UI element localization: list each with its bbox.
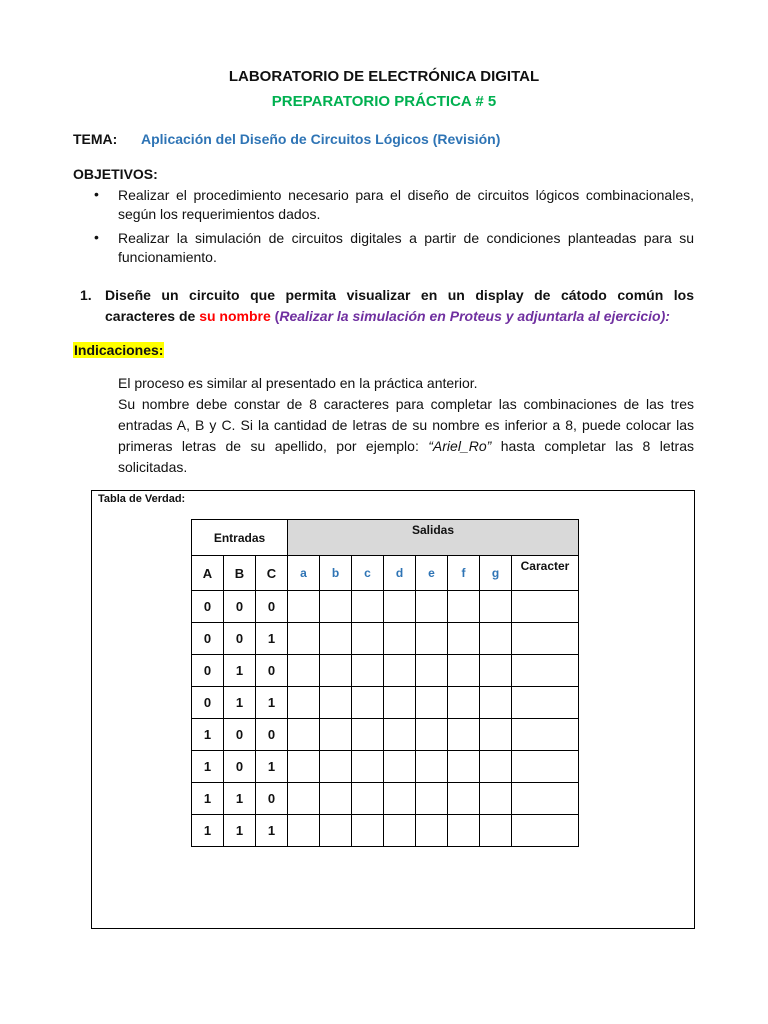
input-cell: 0 <box>224 623 256 655</box>
caracter-cell[interactable] <box>512 591 579 623</box>
output-cell[interactable] <box>416 719 448 751</box>
output-cell[interactable] <box>448 815 480 847</box>
output-cell[interactable] <box>288 751 320 783</box>
output-cell[interactable] <box>480 687 512 719</box>
output-cell[interactable] <box>288 719 320 751</box>
input-cell: 1 <box>224 783 256 815</box>
table-row <box>192 751 579 783</box>
bullet-icon: • <box>94 229 99 245</box>
input-cell: 0 <box>256 719 288 751</box>
output-header-a: a <box>288 556 320 591</box>
output-cell[interactable] <box>288 783 320 815</box>
input-cell: 1 <box>192 751 224 783</box>
output-cell[interactable] <box>352 655 384 687</box>
tema-label: TEMA: <box>73 131 118 147</box>
output-cell[interactable] <box>384 591 416 623</box>
output-cell[interactable] <box>448 655 480 687</box>
table-row <box>192 815 579 847</box>
output-cell[interactable] <box>352 815 384 847</box>
output-cell[interactable] <box>448 751 480 783</box>
output-cell[interactable] <box>448 623 480 655</box>
input-cell: 0 <box>192 655 224 687</box>
table-row <box>192 623 579 655</box>
output-cell[interactable] <box>384 751 416 783</box>
input-header-b: B <box>224 556 256 591</box>
caracter-cell[interactable] <box>512 815 579 847</box>
output-cell[interactable] <box>352 783 384 815</box>
caracter-cell[interactable] <box>512 687 579 719</box>
input-cell: 1 <box>256 751 288 783</box>
output-header-e: e <box>416 556 448 591</box>
indicaciones-paragraph-2 <box>118 394 694 478</box>
output-cell[interactable] <box>384 815 416 847</box>
input-cell: 0 <box>192 687 224 719</box>
input-cell: 1 <box>224 815 256 847</box>
document-title: LABORATORIO DE ELECTRÓNICA DIGITAL <box>228 68 540 85</box>
input-header-a: A <box>192 556 224 591</box>
output-header-c: c <box>352 556 384 591</box>
objetivo-item-2: Realizar la simulación de circuitos digitales a partir de condiciones planteadas para su funcionamiento. <box>118 230 694 265</box>
table-row <box>192 655 579 687</box>
output-cell[interactable] <box>320 623 352 655</box>
output-cell[interactable] <box>320 687 352 719</box>
output-cell[interactable] <box>320 655 352 687</box>
output-cell[interactable] <box>320 751 352 783</box>
entradas-header: Entradas <box>192 520 288 556</box>
output-cell[interactable] <box>448 687 480 719</box>
input-cell: 1 <box>192 719 224 751</box>
output-cell[interactable] <box>448 591 480 623</box>
output-cell[interactable] <box>416 623 448 655</box>
input-cell: 0 <box>224 591 256 623</box>
indicaciones-label: Indicaciones: <box>74 342 164 358</box>
table-row <box>192 591 579 623</box>
question-prefix: caracteres de <box>105 308 200 324</box>
input-cell: 1 <box>256 687 288 719</box>
input-cell: 0 <box>224 719 256 751</box>
para2-text-a: Su nombre debe constar de 8 caracteres para completar las combinaciones de las tres entradas A, B y C. Si la cantidad de letras de su nombre es inferior a 8, puede colocar las primeras letras de su apellido, por ejemplo: <box>118 396 694 454</box>
question-note-open: ( <box>270 308 280 324</box>
output-cell[interactable] <box>480 719 512 751</box>
output-cell[interactable] <box>320 815 352 847</box>
question-text-line1: Diseñe un circuito que permita visualizar en un display de cátodo común los <box>105 287 694 303</box>
table-row <box>192 783 579 815</box>
caracter-cell[interactable] <box>512 719 579 751</box>
input-cell: 0 <box>192 591 224 623</box>
output-cell[interactable] <box>480 751 512 783</box>
input-header-c: C <box>256 556 288 591</box>
input-cell: 0 <box>256 591 288 623</box>
output-cell[interactable] <box>288 623 320 655</box>
bullet-icon: • <box>94 186 99 202</box>
output-cell[interactable] <box>384 719 416 751</box>
indicaciones-paragraph-1: El proceso es similar al presentado en la práctica anterior. <box>118 375 478 391</box>
input-cell: 0 <box>224 751 256 783</box>
output-cell[interactable] <box>288 591 320 623</box>
output-cell[interactable] <box>480 591 512 623</box>
output-cell[interactable] <box>416 815 448 847</box>
caracter-cell[interactable] <box>512 783 579 815</box>
output-cell[interactable] <box>320 719 352 751</box>
output-cell[interactable] <box>384 655 416 687</box>
output-cell[interactable] <box>480 623 512 655</box>
input-cell: 1 <box>192 783 224 815</box>
input-cell: 1 <box>224 655 256 687</box>
output-cell[interactable] <box>480 815 512 847</box>
output-cell[interactable] <box>448 783 480 815</box>
input-cell: 1 <box>192 815 224 847</box>
output-cell[interactable] <box>416 655 448 687</box>
output-cell[interactable] <box>352 719 384 751</box>
input-cell: 0 <box>256 655 288 687</box>
output-cell[interactable] <box>480 783 512 815</box>
truth-table-label: Tabla de Verdad: <box>98 493 186 505</box>
output-cell[interactable] <box>320 591 352 623</box>
output-cell[interactable] <box>352 623 384 655</box>
output-cell[interactable] <box>384 783 416 815</box>
truth-table-body <box>192 591 579 847</box>
input-cell: 0 <box>192 623 224 655</box>
objetivo-item-1: Realizar el procedimiento necesario para el diseño de circuitos lógicos combinacionales, según los requerimientos dados. <box>118 187 694 222</box>
output-cell[interactable] <box>416 591 448 623</box>
output-cell[interactable] <box>352 591 384 623</box>
salidas-header: Salidas <box>288 520 579 556</box>
output-cell[interactable] <box>352 687 384 719</box>
question-note: Realizar la simulación en Proteus y adjuntarla al ejercicio): <box>279 308 670 324</box>
example-name: “Ariel_Ro” <box>428 438 492 454</box>
output-cell[interactable] <box>480 655 512 687</box>
input-cell: 1 <box>224 687 256 719</box>
output-header-d: d <box>384 556 416 591</box>
input-cell: 1 <box>256 815 288 847</box>
output-header-f: f <box>448 556 480 591</box>
output-header-b: b <box>320 556 352 591</box>
table-row <box>192 687 579 719</box>
question-highlight: su nombre <box>199 308 271 324</box>
input-cell: 0 <box>256 783 288 815</box>
caracter-cell[interactable] <box>512 751 579 783</box>
input-cell: 1 <box>256 623 288 655</box>
output-cell[interactable] <box>288 815 320 847</box>
para2-text-b: hasta completar las 8 letras solicitadas. <box>118 438 694 475</box>
output-cell[interactable] <box>288 687 320 719</box>
output-cell[interactable] <box>352 751 384 783</box>
tema-value: Aplicación del Diseño de Circuitos Lógicos (Revisión) <box>141 131 501 147</box>
output-cell[interactable] <box>416 751 448 783</box>
output-cell[interactable] <box>288 655 320 687</box>
question-number: 1. <box>80 287 92 303</box>
output-cell[interactable] <box>384 623 416 655</box>
output-cell[interactable] <box>416 687 448 719</box>
table-row <box>192 719 579 751</box>
caracter-cell[interactable] <box>512 623 579 655</box>
output-cell[interactable] <box>384 687 416 719</box>
truth-table <box>191 519 579 847</box>
document-subtitle: PREPARATORIO PRÁCTICA # 5 <box>271 93 497 110</box>
output-cell[interactable] <box>416 783 448 815</box>
caracter-cell[interactable] <box>512 655 579 687</box>
output-cell[interactable] <box>320 783 352 815</box>
column-header-row <box>192 556 579 591</box>
output-header-g: g <box>480 556 512 591</box>
objetivos-label: OBJETIVOS: <box>73 166 158 182</box>
question-text-line2 <box>105 308 705 324</box>
output-cell[interactable] <box>448 719 480 751</box>
caracter-header: Caracter <box>512 556 579 591</box>
